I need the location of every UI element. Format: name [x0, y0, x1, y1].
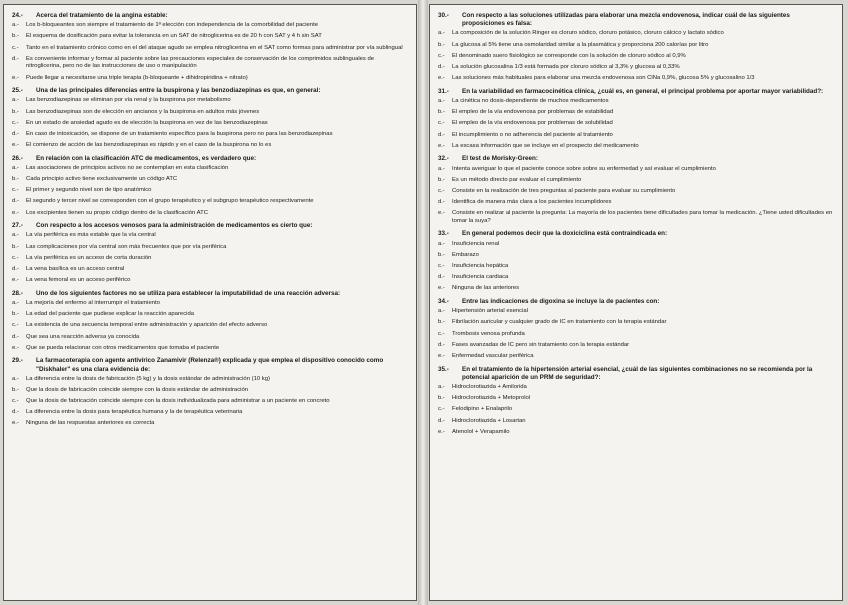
- option-letter: e.-: [438, 75, 445, 82]
- answer-option: [438, 252, 834, 260]
- answer-option: [438, 30, 834, 38]
- answer-option: [12, 56, 408, 71]
- option-letter: a.-: [12, 97, 19, 104]
- option-text: Es un método directo par evaluar el cumplimiento: [452, 176, 582, 183]
- option-text: Las benzodiazepinas se eliminan por vía renal y la buspirona por metabolismo: [26, 97, 231, 104]
- answer-option: [438, 53, 834, 61]
- question-number: 25.-: [12, 87, 23, 95]
- option-letter: a.-: [438, 383, 445, 390]
- question-block: [438, 298, 834, 361]
- option-text: Insuficiencia renal: [452, 240, 500, 247]
- option-letter: a.-: [438, 30, 445, 37]
- option-letter: c.-: [438, 187, 445, 194]
- option-text: Insuficiencia cardiaca: [452, 274, 509, 281]
- option-letter: c.-: [12, 322, 19, 329]
- option-text: La vena femoral es un acceso periférico: [26, 277, 131, 284]
- option-letter: d.-: [438, 63, 445, 70]
- question-block: [438, 155, 834, 225]
- answer-option: [438, 64, 834, 72]
- question-header: [12, 155, 408, 163]
- option-letter: b.-: [12, 311, 19, 318]
- option-text: Consiste en realizar al paciente la pregunta: La mayoría de los pacientes tiene dificultades para tomar la medicación. ¿Tiene usted dificultades en tomar la suya?: [452, 210, 833, 224]
- answer-option: [12, 210, 408, 218]
- option-text: Ninguna de las anteriores: [452, 285, 520, 292]
- question-header: [12, 290, 408, 298]
- question-text: En el tratamiento de la hipertensión arterial esencial, ¿cuál de las siguientes combinaciones no se recomienda por la potencial aparición de un PRM de seguridad?:: [462, 365, 813, 381]
- option-text: La vena basílica es un acceso central: [26, 266, 125, 272]
- question-number: 27.-: [12, 222, 23, 230]
- option-letter: c.-: [438, 263, 445, 270]
- answer-option: [438, 331, 834, 339]
- answer-option: [12, 376, 408, 384]
- option-letter: b.-: [438, 109, 445, 116]
- question-header: [12, 87, 408, 95]
- option-letter: a.-: [438, 97, 445, 104]
- option-text: Enfermedad vascular periférica: [452, 352, 534, 359]
- option-text: Que sea una reacción adversa ya conocida: [26, 333, 140, 340]
- answer-option: [438, 132, 834, 140]
- question-block: [438, 366, 834, 437]
- answer-option: [438, 199, 834, 207]
- option-letter: d.-: [12, 409, 19, 416]
- option-text: Insuficiencia hepática: [452, 263, 509, 270]
- right-column: [429, 4, 843, 601]
- option-text: Es conveniente informar y formar al paciente sobre las precauciones especiales de conservación de los comprimidos sublinguales de nitroglicerina, pero no de las instrucciones de uso o manipulación: [26, 55, 375, 70]
- option-text: La vía periférica es más estable que la vía central: [26, 232, 156, 239]
- option-letter: b.-: [12, 243, 19, 250]
- question-number: 32.-: [438, 155, 449, 163]
- option-letter: b.-: [438, 41, 445, 48]
- answer-option: [438, 319, 834, 327]
- option-letter: b.-: [12, 386, 19, 393]
- option-letter: a.-: [12, 164, 19, 171]
- question-header: [438, 88, 834, 96]
- option-letter: c.-: [12, 254, 19, 261]
- left-column: [3, 4, 417, 601]
- page-fold: [418, 0, 428, 605]
- option-text: Cada principio activo tiene exclusivamente un código ATC: [26, 176, 178, 183]
- option-letter: b.-: [438, 176, 445, 183]
- option-text: Hipertensión arterial esencial: [452, 308, 528, 315]
- option-letter: c.-: [438, 52, 445, 59]
- answer-option: [12, 345, 408, 353]
- question-block: [438, 230, 834, 293]
- question-number: 33.-: [438, 230, 449, 238]
- answer-option: [438, 210, 834, 225]
- option-text: La cinética no dosis-dependiente de muchos medicamentos: [452, 97, 609, 104]
- answer-option: [438, 418, 834, 426]
- option-text: Las soluciones más habituales para elaborar una mezcla endovenosa son ClNa 0,9%, glucosa 5% y glucosalino 1/3: [452, 75, 755, 82]
- question-text: Con respecto a los accesos venosos para la administración de medicamentos es cierto que:: [36, 222, 313, 230]
- option-letter: e.-: [438, 285, 445, 292]
- option-text: En un estado de ansiedad agudo es de elección la buspirona en vez de las benzodiazepinas: [26, 119, 268, 126]
- option-letter: e.-: [438, 352, 445, 359]
- answer-option: [12, 398, 408, 406]
- option-text: El incumplimiento o no adherencia del paciente al tratamiento: [452, 131, 613, 138]
- answer-option: [12, 244, 408, 252]
- option-letter: b.-: [12, 33, 19, 40]
- answer-option: [12, 334, 408, 342]
- option-text: En caso de intoxicación, se dispone de un tratamiento específico para la buspirona pero no para las benzodiazepinas: [26, 130, 333, 137]
- question-text: En relación con la clasificación ATC de medicamentos, es verdadero que:: [36, 154, 257, 162]
- question-header: [438, 230, 834, 238]
- answer-option: [438, 166, 834, 174]
- answer-option: [438, 285, 834, 293]
- option-letter: e.-: [12, 344, 19, 351]
- option-text: La diferencia entre la dosis de fabricación (5 kg) y la dosis estándar de administración (10 kg): [26, 375, 270, 382]
- option-text: Las benzodiazepinas son de elección en ancianos y la buspirona en adultos más jóvenes: [26, 108, 260, 115]
- option-text: El denominado suero fisiológico se corresponde con la solución de cloruro sódico al 0,9%: [452, 52, 686, 59]
- question-number: 28.-: [12, 289, 23, 297]
- question-block: [12, 12, 408, 82]
- question-text: La farmacoterapia con agente antivírico Zanamivir (Relenza®) explicada y que emplea el dispositivo conocido como "Diskhaler" es una clara evidencia de:: [36, 357, 384, 373]
- option-letter: d.-: [12, 266, 19, 272]
- question-text: En la variabilidad en farmacocinética clínica, ¿cuál es, en general, el principal problema por aportar mayor variabilidad?:: [462, 87, 824, 95]
- option-text: La composición de la solución Ringer es cloruro sódico, cloruro potásico, cloruro cálcico y lactato sódico: [452, 30, 724, 37]
- option-letter: c.-: [12, 44, 19, 51]
- question-header: [12, 357, 408, 373]
- question-text: Uno de los siguientes factores no se utiliza para establecer la imputabilidad de una reacción adversa:: [36, 289, 341, 297]
- answer-option: [438, 42, 834, 50]
- answer-option: [12, 33, 408, 41]
- question-block: [12, 155, 408, 218]
- question-text: Entre las indicaciones de digoxina se incluye la de pacientes con:: [462, 297, 660, 305]
- option-letter: a.-: [438, 308, 445, 315]
- question-block: [12, 290, 408, 353]
- option-text: El primer y segundo nivel son de tipo anatómico: [26, 187, 152, 194]
- question-number: 34.-: [438, 297, 449, 305]
- question-number: 24.-: [12, 12, 23, 19]
- answer-option: [12, 45, 408, 53]
- answer-option: [438, 308, 834, 316]
- option-text: Los b-bloqueantes son siempre el tratamiento de 1ª elección con independencia de la comorbilidad del paciente: [26, 22, 318, 29]
- question-text: Una de las principales diferencias entre la buspirona y las benzodiazepinas es que, en general:: [36, 87, 321, 95]
- option-letter: e.-: [12, 142, 19, 149]
- question-header: [438, 12, 834, 28]
- answer-option: [438, 143, 834, 151]
- option-text: La mejoría del enfermo al interrumpir el tratamiento: [26, 299, 160, 306]
- option-text: La vía periférica es un acceso de corta duración: [26, 254, 152, 261]
- answer-option: [12, 255, 408, 263]
- option-text: Felodipino + Enalaprilo: [452, 406, 513, 413]
- answer-option: [12, 277, 408, 285]
- answer-option: [12, 165, 408, 173]
- question-block: [438, 88, 834, 151]
- option-text: La existencia de una secuencia temporal entre administración y aparición del efecto adverso: [26, 322, 268, 329]
- option-text: La diferencia entre la dosis para terapéutica humana y la de terapéutica veterinaria: [26, 409, 243, 416]
- option-letter: a.-: [438, 165, 445, 172]
- question-block: [12, 357, 408, 428]
- answer-option: [438, 353, 834, 361]
- question-block: [438, 12, 834, 83]
- option-text: El empleo de la vía endovenosa por problemas de solubilidad: [452, 120, 613, 127]
- answer-option: [12, 198, 408, 206]
- option-text: Que la dosis de fabricación coincide siempre con la dosis individualizada para administrar a un paciente en concreto: [26, 398, 330, 405]
- option-text: Hidroclorotiazida + Losartan: [452, 417, 526, 424]
- option-text: Atenolol + Verapamilo: [452, 428, 510, 435]
- question-header: [12, 12, 408, 20]
- question-text: Acerca del tratamiento de la angina estable:: [36, 12, 168, 19]
- option-letter: c.-: [438, 120, 445, 127]
- option-letter: c.-: [12, 119, 19, 126]
- option-letter: d.-: [12, 55, 19, 62]
- answer-option: [438, 429, 834, 437]
- option-text: Ninguna de las respuestas anteriores es correcta: [26, 420, 155, 427]
- option-letter: c.-: [438, 406, 445, 413]
- answer-option: [12, 409, 408, 417]
- answer-option: [12, 232, 408, 240]
- option-letter: b.-: [12, 176, 19, 183]
- option-letter: a.-: [12, 375, 19, 382]
- option-letter: e.-: [12, 277, 19, 284]
- question-text: En general podemos decir que la doxiciclina está contraindicada en:: [462, 230, 668, 238]
- question-number: 29.-: [12, 357, 23, 365]
- option-text: Las complicaciones por vía central son más frecuentes que por vía periférica: [26, 243, 227, 250]
- question-number: 26.-: [12, 154, 23, 162]
- option-text: El esquema de dosificación para evitar la tolerancia en un SAT de nitroglicerina es de 20 h con SAT y 4 h sin SAT: [26, 33, 322, 40]
- answer-option: [12, 311, 408, 319]
- answer-option: [438, 263, 834, 271]
- option-letter: d.-: [12, 130, 19, 137]
- answer-option: [438, 384, 834, 392]
- option-letter: e.-: [438, 210, 445, 217]
- option-text: Fases avanzadas de IC pero sin tratamiento con la terapia estándar: [452, 341, 630, 348]
- option-letter: e.-: [438, 428, 445, 435]
- option-letter: e.-: [12, 420, 19, 427]
- answer-option: [12, 142, 408, 150]
- answer-option: [12, 22, 408, 30]
- answer-option: [438, 274, 834, 282]
- option-letter: b.-: [438, 319, 445, 326]
- answer-option: [438, 395, 834, 403]
- answer-option: [12, 300, 408, 308]
- answer-option: [12, 322, 408, 330]
- answer-option: [12, 420, 408, 428]
- option-letter: d.-: [438, 274, 445, 281]
- answer-option: [438, 109, 834, 117]
- option-text: Hidroclorotiazida + Amilorida: [452, 383, 527, 390]
- option-letter: d.-: [12, 333, 19, 340]
- answer-option: [438, 342, 834, 350]
- question-header: [438, 366, 834, 382]
- option-letter: d.-: [438, 131, 445, 138]
- question-text: El test de Morisky-Green:: [462, 155, 538, 163]
- question-block: [12, 87, 408, 150]
- option-text: Identifica de manera más clara a los pacientes incumplidores: [452, 199, 612, 206]
- option-text: Trombosis venosa profunda: [452, 330, 525, 337]
- option-letter: b.-: [438, 251, 445, 258]
- answer-option: [438, 98, 834, 106]
- option-text: Fibrilación auricular y cualquier grado de IC en tratamiento con la terapia estándar: [452, 319, 667, 326]
- option-text: La glucosa al 5% tiene una osmolaridad similar a la plasmática y proporciona 200 calorías por litro: [452, 41, 709, 48]
- answer-option: [12, 387, 408, 395]
- answer-option: [12, 75, 408, 83]
- option-letter: d.-: [438, 341, 445, 348]
- option-letter: c.-: [438, 330, 445, 337]
- option-text: Tanto en el tratamiento crónico como en el del ataque agudo se emplea nitroglicerina en el SAT como formas para administrar por vía sublingual: [26, 44, 403, 51]
- answer-option: [12, 120, 408, 128]
- answer-option: [12, 97, 408, 105]
- option-text: Embarazo: [452, 251, 479, 258]
- question-number: 35.-: [438, 365, 449, 373]
- option-letter: e.-: [12, 74, 19, 81]
- option-letter: e.-: [12, 209, 19, 216]
- answer-option: [12, 109, 408, 117]
- answer-option: [438, 241, 834, 249]
- option-letter: a.-: [12, 299, 19, 306]
- option-text: El comienzo de acción de las benzodiazepinas es rápido y en el caso de la buspirona no lo es: [26, 142, 272, 149]
- option-letter: b.-: [12, 108, 19, 115]
- option-letter: c.-: [12, 398, 19, 405]
- question-number: 30.-: [438, 12, 449, 19]
- option-text: Las asociaciones de principios activos no se contemplan en esta clasificación: [26, 164, 229, 171]
- option-letter: a.-: [12, 22, 19, 29]
- option-text: El segundo y tercer nivel se corresponden con el grupo terapéutico y el subgrupo terapéutico respectivamente: [26, 198, 314, 205]
- question-header: [12, 222, 408, 230]
- option-letter: b.-: [438, 395, 445, 402]
- answer-option: [438, 406, 834, 414]
- option-text: Hidroclorotiazida + Metoprolol: [452, 395, 531, 402]
- option-text: La edad del paciente que pudiese explicar la reacción aparecida: [26, 311, 195, 318]
- option-letter: d.-: [438, 417, 445, 424]
- answer-option: [12, 266, 408, 274]
- option-letter: a.-: [438, 240, 445, 247]
- question-block: [12, 222, 408, 285]
- option-text: Intenta averiguar lo que el paciente conoce sobre sobre su enfermedad y así evaluar el cumplimiento: [452, 165, 716, 172]
- option-letter: a.-: [12, 232, 19, 239]
- option-text: Los excipientes tienen su propio código dentro de la clasificación ATC: [26, 209, 208, 216]
- option-text: Consiste en la realización de tres preguntas al paciente para evaluar su cumplimiento: [452, 187, 676, 194]
- option-text: Puede llegar a necesitarse una triple terapia (b-bloqueante + dihidropiridina + nitrato): [26, 74, 248, 81]
- answer-option: [438, 188, 834, 196]
- answer-option: [438, 75, 834, 83]
- option-letter: d.-: [12, 198, 19, 205]
- question-header: [438, 298, 834, 306]
- answer-option: [12, 176, 408, 184]
- question-text: Con respecto a las soluciones utilizadas para elaborar una mezcla endovenosa, indicar cuál de las siguientes proposiciones es falsa:: [462, 12, 790, 28]
- question-number: 31.-: [438, 87, 449, 95]
- option-text: Que se pueda relacionar con otros medicamentos que tomaba el paciente: [26, 344, 220, 351]
- answer-option: [12, 187, 408, 195]
- option-text: La solución glucosalina 1/3 está formada por cloruro sódico al 3,3% y glucosa al 0,33%: [452, 63, 680, 70]
- option-letter: c.-: [12, 187, 19, 194]
- option-text: Que la dosis de fabricación coincide siempre con la dosis estándar de administración: [26, 386, 249, 393]
- option-letter: e.-: [438, 142, 445, 149]
- answer-option: [12, 131, 408, 139]
- answer-option: [438, 177, 834, 185]
- answer-option: [438, 120, 834, 128]
- option-text: El empleo de la vía endovenosa por problemas de estabilidad: [452, 109, 614, 116]
- question-header: [438, 155, 834, 163]
- option-text: La escasa información que se incluye en el prospecto del medicamento: [452, 142, 639, 149]
- option-letter: d.-: [438, 199, 445, 206]
